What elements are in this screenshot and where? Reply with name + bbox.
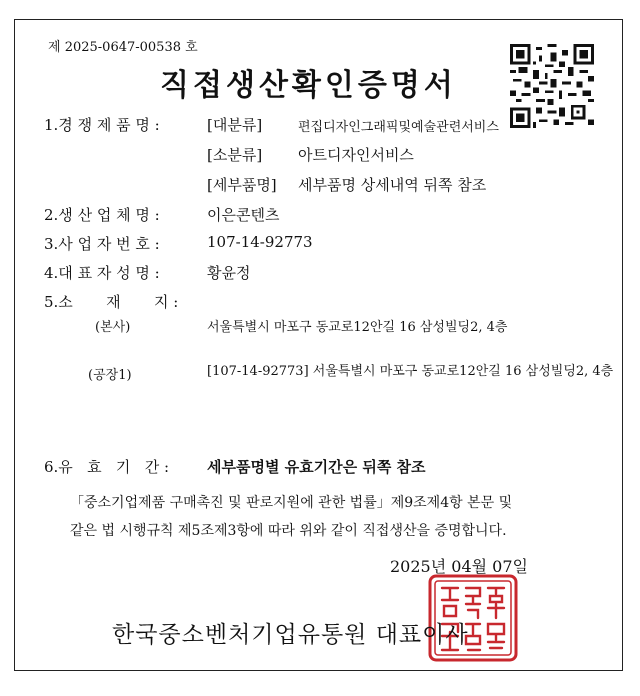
statement-line-1: 「중소기업제품 구매촉진 및 판로지원에 관한 법률」제9조제4항 본문 및: [70, 495, 513, 511]
document-number: 제 2025-0647-00538 호: [48, 40, 198, 55]
ceo-value: 황윤정: [207, 264, 251, 282]
product-major-value: 편집디자인그래픽및예술관련서비스: [298, 120, 499, 135]
hq-address: 서울특별시 마포구 동교로12안길 16 삼성빌딩2, 4층: [207, 320, 508, 335]
factory-address: [107-14-92773] 서울특별시 마포구 동교로12안길 16 삼성빌딩2, 4층: [207, 364, 614, 379]
hq-label: (본사): [95, 320, 131, 335]
qr-code-icon: [510, 44, 594, 128]
producer-label: 2.생 산 업 체 명 :: [44, 206, 160, 224]
issue-date: 2025년 04월 07일: [390, 557, 528, 576]
validity-value: 세부품명별 유효기간은 뒤쪽 참조: [207, 458, 426, 476]
ceo-label: 4.대 표 자 성 명 :: [44, 264, 160, 282]
product-detail-tag: [세부품명]: [207, 176, 277, 194]
product-label: 1.경 쟁 제 품 명 :: [44, 116, 160, 134]
issuer-name: 한국중소벤처기업유통원 대표이사: [112, 622, 469, 648]
biz-number-label: 3.사 업 자 번 호 :: [44, 235, 160, 253]
certificate-title: 직접생산확인증명서: [160, 68, 457, 103]
factory-label: (공장1): [88, 368, 132, 383]
product-minor-tag: [소분류]: [207, 146, 263, 164]
biz-number-value: 107-14-92773: [207, 233, 313, 251]
product-detail-value: 세부품명 상세내역 뒤쪽 참조: [298, 176, 487, 194]
product-major-tag: [대분류]: [207, 116, 263, 134]
location-label: 5.소 재 지 :: [44, 293, 179, 311]
validity-label: 6.유 효 기 간 :: [44, 458, 170, 476]
product-minor-value: 아트디자인서비스: [298, 146, 414, 164]
statement-line-2: 같은 법 시행규칙 제5조제3항에 따라 위와 같이 직접생산을 증명합니다.: [70, 523, 507, 539]
producer-value: 이은콘텐츠: [207, 206, 280, 224]
